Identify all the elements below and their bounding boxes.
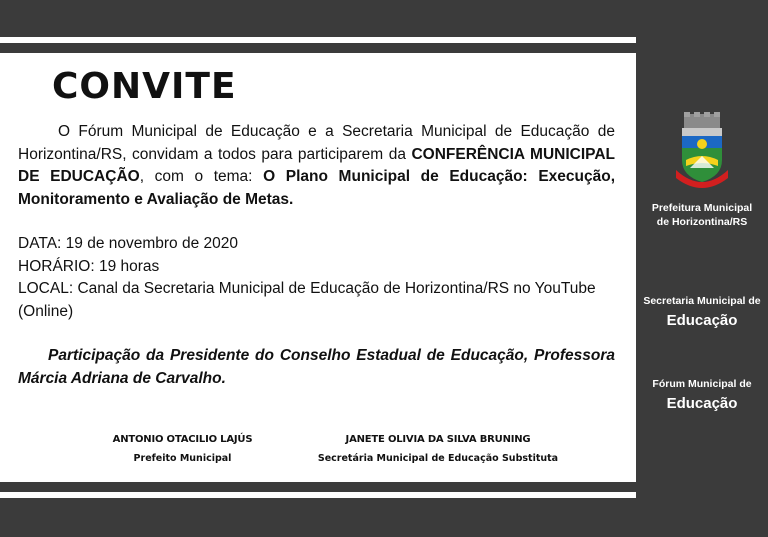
signature-mayor [100, 434, 265, 464]
event-date: DATA: 19 de novembro de 2020 [18, 235, 239, 252]
sidebar [636, 0, 768, 537]
top-stripe [0, 37, 636, 43]
secretaria-small: Secretaria Municipal de [643, 295, 761, 307]
signature-secretary [312, 434, 564, 464]
invitation-title: CONVITE [52, 66, 237, 107]
invitation-body [18, 121, 615, 390]
intro-text-2: , com o tema: [139, 168, 264, 185]
forum-label [636, 377, 768, 412]
intro-paragraph [18, 121, 615, 211]
conference-name: CONFERÊNCIA MUNICIPAL DE EDUCAÇÃO [18, 145, 615, 185]
bottom-stripe [0, 492, 636, 498]
secretaria-label [636, 294, 768, 329]
event-location: LOCAL: Canal da Secretaria Municipal de Educação de Horizontina/RS no YouTube (Online) [18, 280, 596, 320]
municipal-coat-of-arms-icon [676, 112, 728, 192]
participation-note: Participação da Presidente do Conselho Estadual de Educação, Professora Márcia Adriana de Carvalho. [18, 347, 615, 387]
signature-name: JANETE OLIVIA DA SILVA BRUNING [345, 434, 531, 445]
signature-role: Prefeito Municipal [133, 453, 232, 464]
event-time: HORÁRIO: 19 horas [18, 257, 160, 275]
prefeitura-line-2: de Horizontina/RS [656, 216, 748, 228]
prefeitura-label [636, 201, 768, 229]
secretaria-big: Educação [666, 312, 738, 329]
forum-big: Educação [666, 395, 738, 412]
intro-text-1: O Fórum Municipal de Educação e a Secretaria Municipal de Educação de Horizontina/RS, convidam a todos para participarem da [18, 123, 615, 163]
conference-theme: O Plano Municipal de Educação: Execução, Monitoramento e Avaliação de Metas. [18, 168, 615, 208]
forum-small: Fórum Municipal de [652, 378, 752, 390]
invitation-card [0, 53, 636, 482]
signature-role: Secretária Municipal de Educação Substituta [317, 453, 559, 464]
prefeitura-line-1: Prefeitura Municipal [651, 202, 753, 214]
signature-name: ANTONIO OTACILIO LAJÚS [112, 434, 253, 445]
